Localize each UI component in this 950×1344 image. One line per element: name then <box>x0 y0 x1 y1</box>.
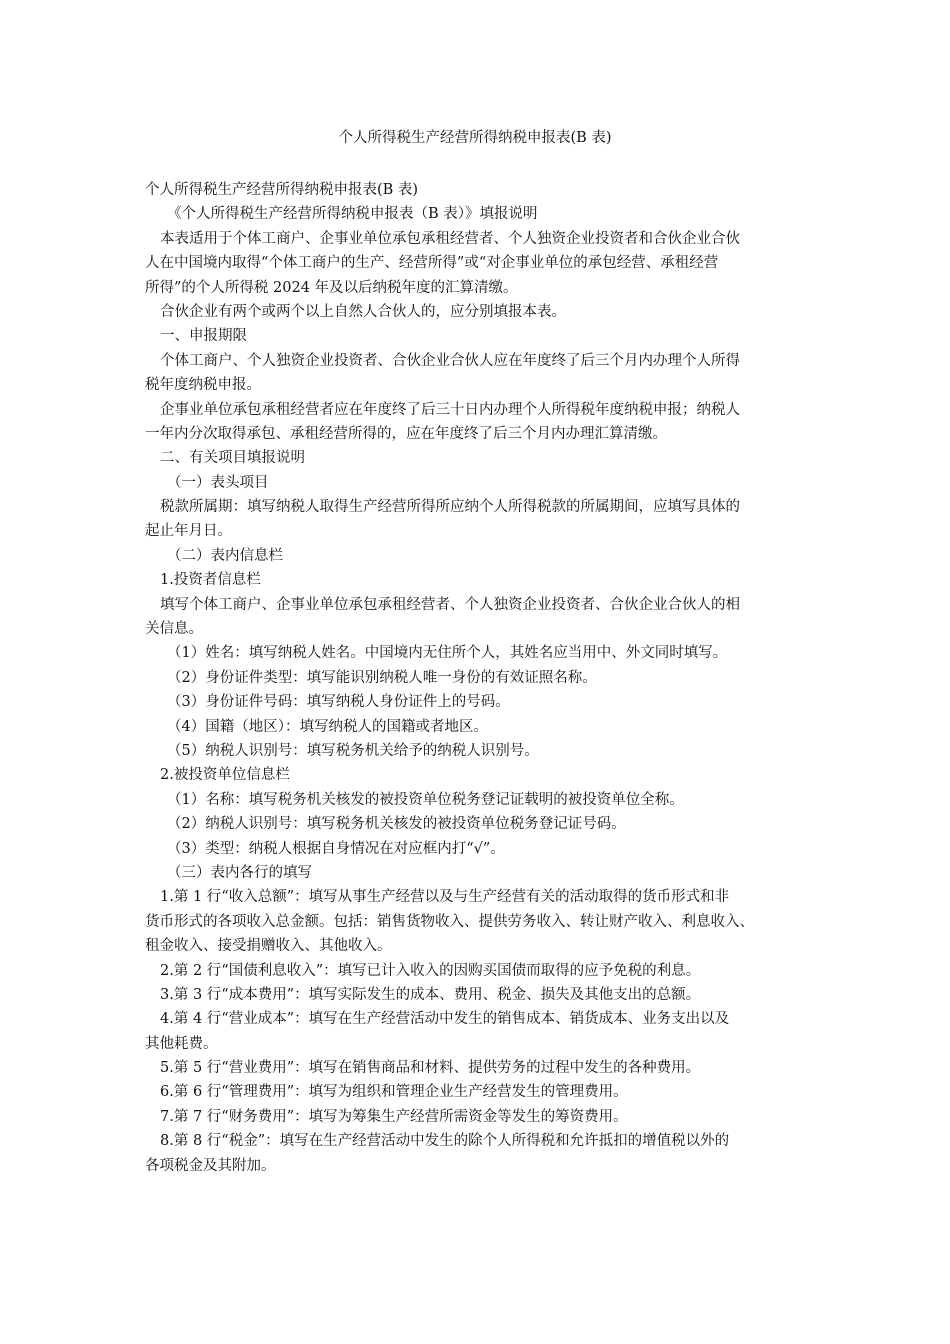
text-line: （三）表内各行的填写 <box>167 864 312 881</box>
text-line: （1）姓名：填写纳税人姓名。中国境内无住所个人，其姓名应当用中、外文同时填写。 <box>167 645 728 662</box>
text-line: 1.投资者信息栏 <box>160 572 261 589</box>
text-line: 6.第 6 行“管理费用”：填写为组织和管理企业生产经营发生的管理费用。 <box>160 1084 628 1101</box>
text-line: 3.第 3 行“成本费用”：填写实际发生的成本、费用、税金、损失及其他支出的总额。 <box>160 986 701 1003</box>
text-line: （3）类型：纳税人根据自身情况在对应框内打“√”。 <box>167 840 505 857</box>
document-title: 个人所得税生产经营所得纳税申报表(B 表) <box>338 130 612 146</box>
text-line: 一年内分次取得承包、承租经营所得的，应在年度终了后三个月内办理汇算清缴。 <box>145 425 667 442</box>
text-line: 本表适用于个体工商户、企事业单位承包承租经营者、个人独资企业投资者和合伙企业合伙 <box>160 230 740 247</box>
text-line: 个人所得税生产经营所得纳税申报表(B 表) <box>145 182 419 198</box>
text-line: （2）纳税人识别号：填写税务机关核发的被投资单位税务登记证号码。 <box>167 816 626 833</box>
text-line: 一、申报期限 <box>160 328 247 345</box>
text-line: 4.第 4 行“营业成本”：填写在生产经营活动中发生的销售成本、销货成本、业务支出以及 <box>160 1011 730 1028</box>
text-line: （二）表内信息栏 <box>167 547 283 564</box>
text-line: 个体工商户、个人独资企业投资者、合伙企业合伙人应在年度终了后三个月内办理个人所得 <box>160 352 740 369</box>
text-line: 8.第 8 行“税金”：填写在生产经营活动中发生的除个人所得税和允许抵扣的增值税以外的 <box>160 1133 730 1150</box>
text-line: （1）名称：填写税务机关核发的被投资单位税务登记证载明的被投资单位全称。 <box>167 791 684 808</box>
text-line: 填写个体工商户、企事业单位承包承租经营者、个人独资企业投资者、合伙企业合伙人的相 <box>160 596 740 613</box>
text-line: 货币形式的各项收入总金额。包括：销售货物收入、提供劳务收入、转让财产收入、利息收入、 <box>145 913 754 930</box>
text-line: （5）纳税人识别号：填写税务机关给予的纳税人识别号。 <box>167 742 539 759</box>
text-line: 1.第 1 行“收入总额”：填写从事生产经营以及与生产经营有关的活动取得的货币形式和非 <box>160 889 730 906</box>
text-line: （3）身份证件号码：填写纳税人身份证件上的号码。 <box>167 694 510 711</box>
text-line: 人在中国境内取得“个体工商户的生产、经营所得”或“对企事业单位的承包经营、承租经营 <box>145 255 719 272</box>
text-line: （4）国籍（地区）：填写纳税人的国籍或者地区。 <box>167 718 488 735</box>
text-line: 其他耗费。 <box>145 1035 218 1052</box>
text-line: 企事业单位承包承租经营者应在年度终了后三十日内办理个人所得税年度纳税申报；纳税人 <box>160 401 740 418</box>
text-line: 租金收入、接受捐赠收入、其他收入。 <box>145 938 392 955</box>
text-line: 7.第 7 行“财务费用”：填写为筹集生产经营所需资金等发生的筹资费用。 <box>160 1108 628 1125</box>
text-line: 各项税金及其附加。 <box>145 1157 276 1174</box>
text-line: 合伙企业有两个或两个以上自然人合伙人的，应分别填报本表。 <box>160 303 566 320</box>
text-line: 起止年月日。 <box>145 523 232 540</box>
text-line: 5.第 5 行“营业费用”：填写在销售商品和材料、提供劳务的过程中发生的各种费用。 <box>160 1060 701 1077</box>
text-line: 二、有关项目填报说明 <box>160 450 305 467</box>
text-line: 2.第 2 行“国债利息收入”：填写已计入收入的因购买国债而取得的应予免税的利息。 <box>160 962 701 979</box>
text-line: 关信息。 <box>145 621 203 638</box>
text-line: （2）身份证件类型：填写能识别纳税人唯一身份的有效证照名称。 <box>167 669 597 686</box>
text-line: （一）表头项目 <box>167 474 269 491</box>
text-line: 税年度纳税申报。 <box>145 377 261 394</box>
text-line: 2.被投资单位信息栏 <box>160 767 290 784</box>
text-line: 《个人所得税生产经营所得纳税申报表（B 表）》填报说明 <box>167 206 538 223</box>
document-body <box>145 178 815 1178</box>
text-line: 所得”的个人所得税 2024 年及以后纳税年度的汇算清缴。 <box>145 279 518 296</box>
text-line: 税款所属期：填写纳税人取得生产经营所得所应纳个人所得税款的所属期间，应填写具体的 <box>160 499 740 516</box>
